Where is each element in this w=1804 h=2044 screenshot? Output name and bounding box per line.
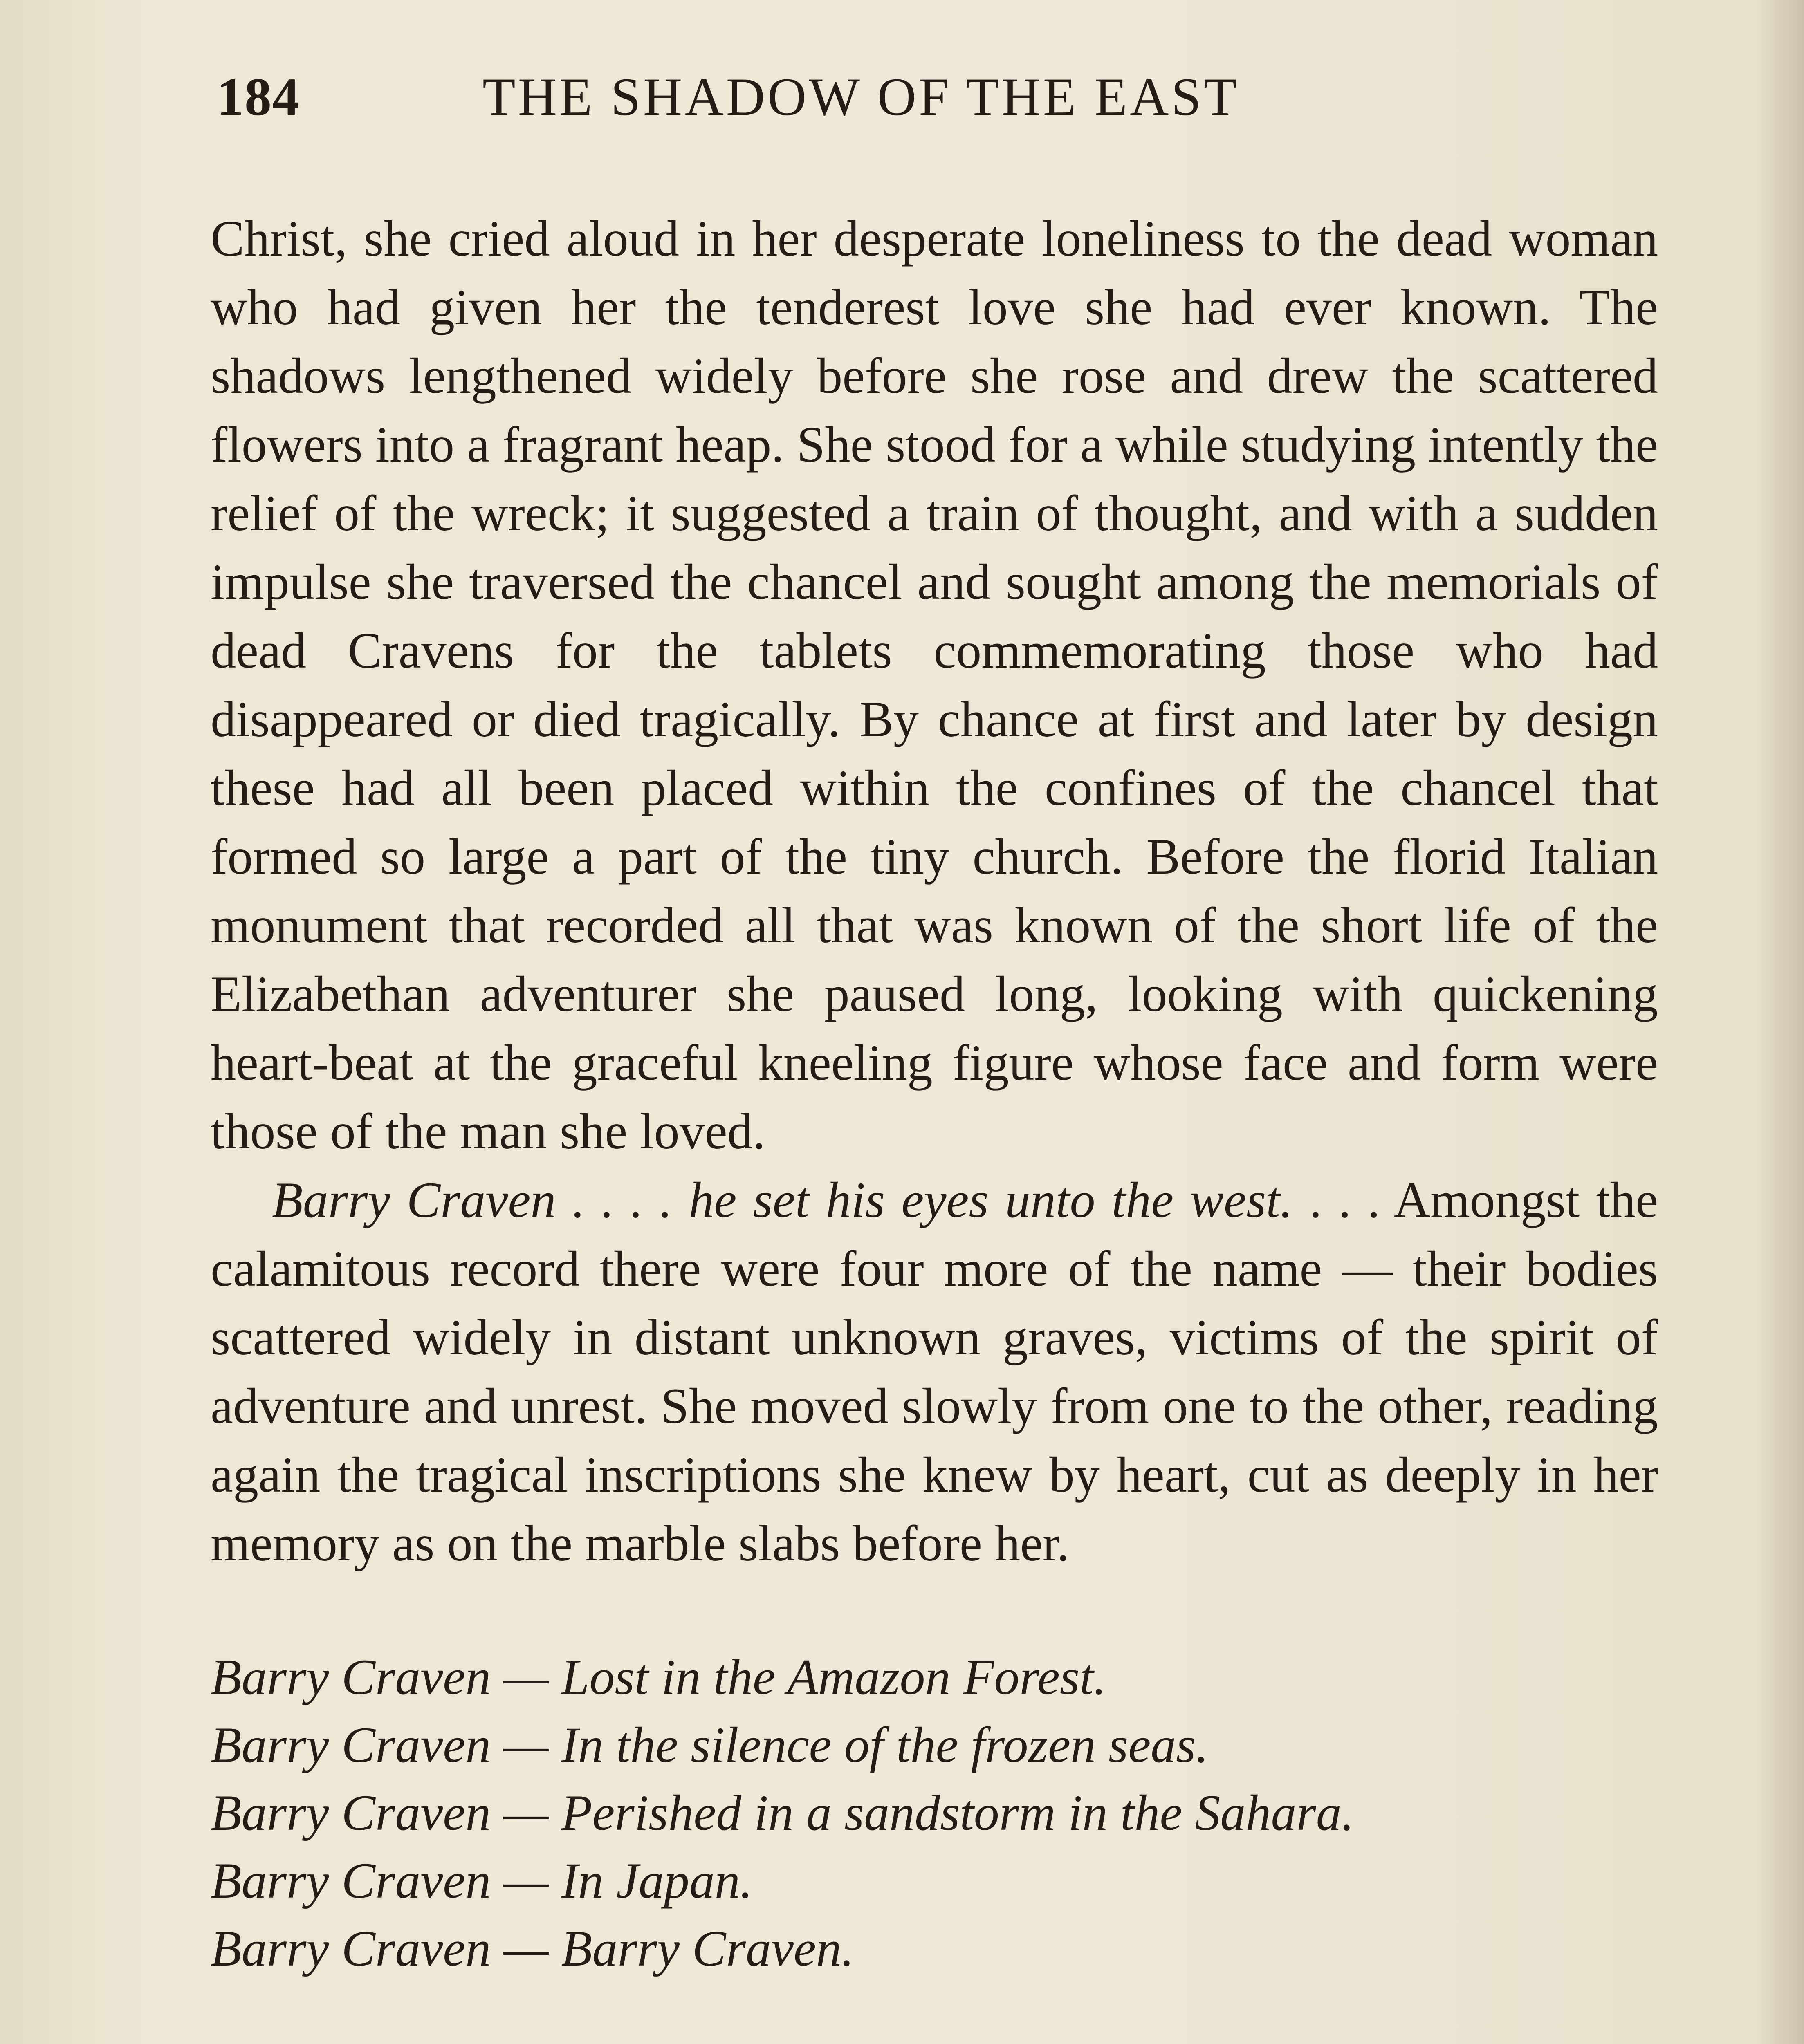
paragraph-2-text: . . . Amongst the calamitous record there were four more of the name — their bodies scattered widely in distant unknown graves, victims of the spirit of adventure and unrest. She moved slowly from one to the other, reading again the tragical inscriptions she knew by heart, cut as deeply in her memory as on the marble slabs before her. [211, 1172, 1658, 1571]
inscription-line: Barry Craven — In Japan. [211, 1853, 753, 1909]
page-number: 184 [217, 67, 300, 127]
body-text [211, 204, 1658, 2044]
inscription-line: Barry Craven — In the silence of the frozen seas. [211, 1717, 1209, 1773]
inscription-line: Barry Craven — Barry Craven. [211, 1921, 854, 1977]
inscription-line: Barry Craven — Perished in a sandstorm in the Sahara. [211, 1785, 1354, 1841]
paragraph-2-epitaph: Barry Craven . . . . he set his eyes unto the west. [272, 1172, 1293, 1228]
page-edge-shadow [1755, 0, 1804, 2044]
paragraph-1: Christ, she cried aloud in her desperate loneliness to the dead woman who had given her the tenderest love she had ever known. The shadows lengthened widely before she rose and drew the scattered flowers into a fragrant heap. She stood for a while studying intently the relief of the wreck; it suggested a train of thought, and with a sudden impulse she traversed the chancel and sought among the memorials of dead Cravens for the tablets commemorating those who had disappeared or died tragically. By chance at first and later by design these had all been placed within the confines of the chancel that formed so large a part of the tiny church. Before the florid Italian monument that recorded all that was known of the short life of the Elizabethan adventurer she paused long, looking with quickening heart-beat at the graceful kneeling figure whose face and form were those of the man she loved. [211, 211, 1658, 1159]
inscription-list [211, 1643, 1658, 1983]
page-header [217, 65, 1443, 147]
inscription-line: Barry Craven — Lost in the Amazon Forest. [211, 1649, 1106, 1705]
paragraph-2 [211, 1166, 1658, 1578]
running-title: THE SHADOW OF THE EAST [482, 67, 1239, 127]
